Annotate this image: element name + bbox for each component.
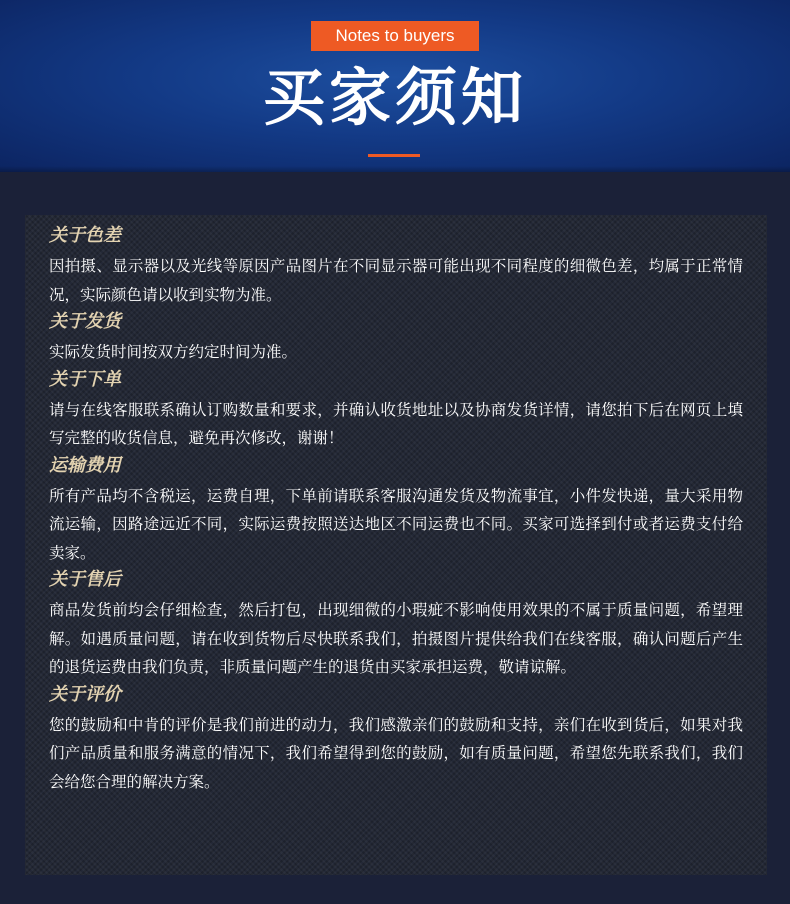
section-body: 实际发货时间按双方约定时间为准。 [49, 343, 298, 361]
section-after-sales [49, 567, 743, 682]
section-body: 您的鼓励和中肯的评价是我们前进的动力，我们感激亲们的鼓励和支持，亲们在收到货后，如果对我们产品质量和服务满意的情况下，我们希望得到您的鼓励，如有质量问题，希望您先联系我们，我们会给您合理的解决方案。 [49, 715, 743, 791]
section-reviews [49, 682, 743, 797]
section-title: 运输费用 [49, 454, 121, 476]
section-title: 关于发货 [49, 311, 121, 332]
header-banner [0, 0, 790, 172]
section-body: 所有产品均不含税运，运费自理，下单前请联系客服沟通发货及物流事宜，小件发快递，量大采用物流运输，因路途远近不同，实际运费按照送达地区不同运费也不同。买家可选择到付或者运费支付给卖家。 [49, 486, 743, 562]
section-body: 商品发货前均会仔细检查，然后打包，出现细微的小瑕疵不影响使用效果的不属于质量问题，希望理解。如遇质量问题，请在收到货物后尽快联系我们，拍摄图片提供给我们在线客服，确认问题后产生的退货运费由我们负责，非质量问题产生的退货由买家承担运费，敬请谅解。 [49, 601, 743, 676]
section-title: 关于售后 [49, 569, 121, 590]
notice-panel [25, 215, 767, 875]
section-body: 请与在线客服联系确认订购数量和要求，并确认收货地址以及协商发货详情，请您拍下后在网页上填写完整的收货信息，避免再次修改，谢谢！ [49, 400, 743, 447]
section-title: 关于色差 [49, 225, 121, 246]
page-title: 买家须知 [262, 61, 527, 134]
notes-badge: Notes to buyers [311, 21, 479, 51]
section-color-difference [49, 223, 743, 309]
section-title: 关于下单 [49, 368, 121, 390]
section-ordering [49, 367, 743, 453]
title-underline [368, 154, 420, 157]
section-shipping [49, 309, 743, 367]
section-body: 因拍摄、显示器以及光线等原因产品图片在不同显示器可能出现不同程度的细微色差，均属于正常情况，实际颜色请以收到实物为准。 [49, 257, 743, 304]
section-title: 关于评价 [49, 683, 121, 705]
section-freight [49, 453, 743, 568]
